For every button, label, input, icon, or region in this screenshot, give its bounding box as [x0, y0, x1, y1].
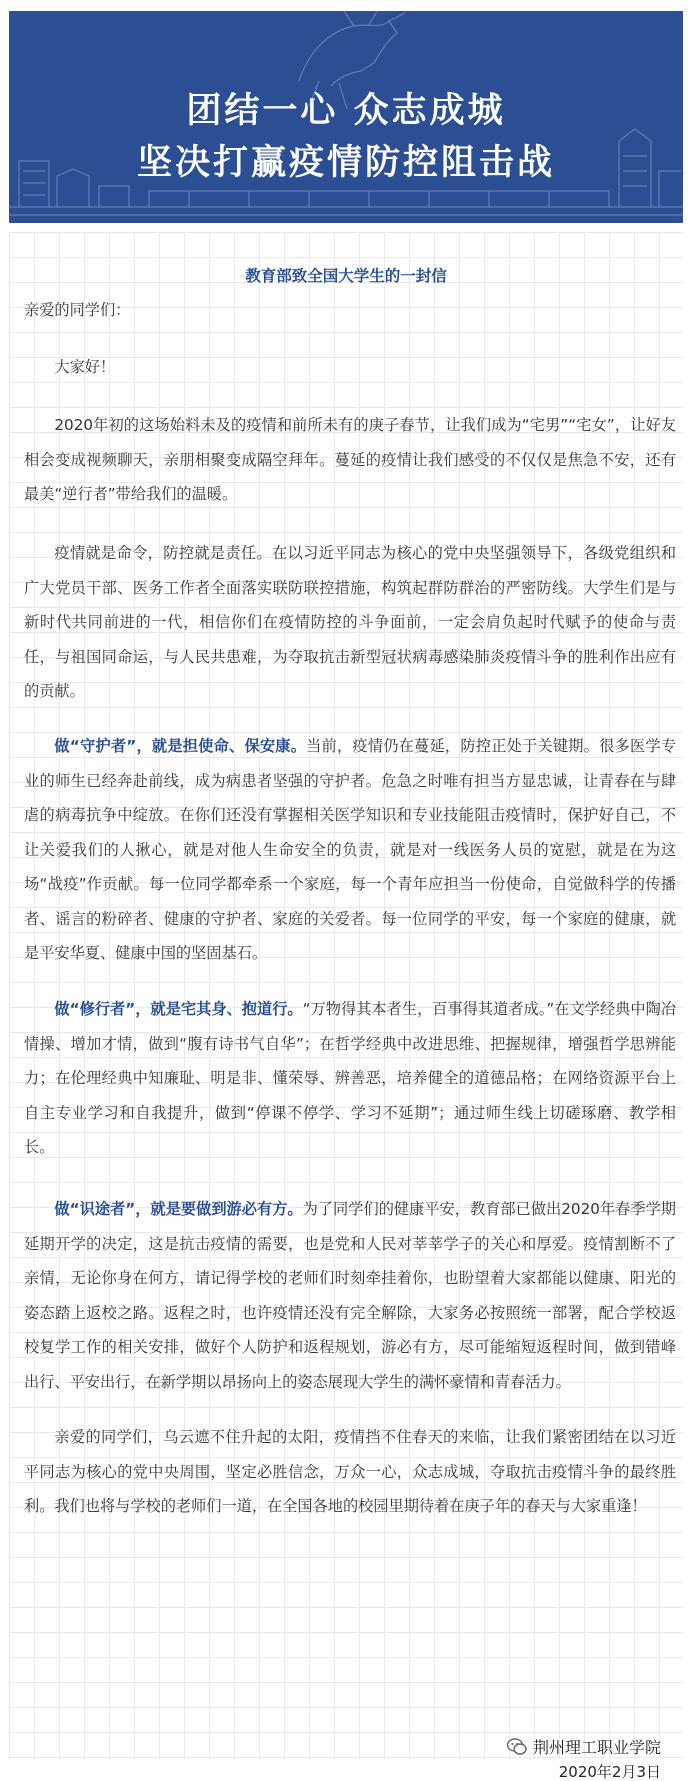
letter-date: 2020年2月3日	[558, 1763, 661, 1781]
greeting: 大家好！	[54, 358, 116, 376]
paragraph-4-body: “万物得其本者生，百事得其道者成。”在文学经典中陶冶情操、增加才情，做到“腹有诗书气自华”；在哲学经典中改进思维、把握规律，增强哲学思辨能力；在伦理经典中知廉耻、明是非、懂荣辱、辨善恶，培养健全的道德品格；在网络资源平台上自主专业学习和自我提升，做到“停课不停学、学习不延期”；通过师生线上切磋琢磨、教学相长。	[24, 1000, 676, 1156]
paragraph-4	[24, 992, 676, 1165]
salutation: 亲爱的同学们：	[24, 301, 131, 319]
paragraph-5-body: 为了同学们的健康平安，教育部已做出2020年春季学期延期开学的决定，这是抗击疫情的需要，也是党和人民对莘莘学子的关心和厚爱。疫情割断不了亲情，无论你身在何方，请记得学校的老师们时刻牵挂着你，也盼望着大家都能以健康、阳光的姿态踏上返校之路。返程之时，也许疫情还没有完全解除，大家务必按照统一部署，配合学校返校复学工作的相关安排，做好个人防护和返程规划，游必有方，尽可能缩短返程时间，做到错峰出行、平安出行，在新学期以昂扬向上的姿态展现大学生的满怀豪情和青春活力。	[24, 1200, 676, 1391]
letter-title: 教育部致全国大学生的一封信	[245, 267, 447, 285]
footer-signature	[507, 1738, 661, 1781]
paragraph-3-lead: 做“守护者”，就是担使命、保安康。	[54, 737, 307, 755]
school-name: 荆州理工职业学院	[532, 1738, 661, 1757]
paragraph-3-body: 当前，疫情仍在蔓延，防控正处于关键期。很多医学专业的师生已经奔赴前线，成为病患者坚强的守护者。危急之时唯有担当方显忠诚，让青春在与肆虐的病毒抗争中绽放。在你们还没有掌握相关医学知识和专业技能阻击疫情时，保护好自己，不让关爱我们的人揪心，就是对他人生命安全的负责，就是对一线医务人员的宽慰，就是在为这场“战疫”作贡献。每一位同学都牵系一个家庭，每一个青年应担当一份使命，自觉做科学的传播者、谣言的粉碎者、健康的守护者、家庭的关爱者。每一位同学的平安，每一个家庭的健康，就是平安华夏、健康中国的坚固基石。	[24, 737, 677, 962]
school-name-row	[507, 1738, 661, 1761]
banner-slogan-line-2: 坚决打赢疫情防控阻击战	[136, 143, 555, 183]
paragraph-4-lead: 做“修行者”，就是宅其身、抱道行。	[54, 1000, 303, 1018]
header-banner	[9, 11, 683, 223]
paragraph-3	[24, 729, 676, 971]
paragraph-5	[24, 1192, 676, 1399]
paragraph-1: 2020年初的这场始料未及的疫情和前所未有的庚子春节，让我们成为“宅男”“宅女”，让好友相会变成视频聊天，亲朋相聚变成隔空拜年。蔓延的疫情让我们感受的不仅仅是焦急不安，还有最美“逆行者”带给我们的温暖。	[24, 416, 676, 503]
paragraph-5-lead: 做“识途者”，就是要做到游必有方。	[54, 1200, 303, 1218]
wechat-icon	[507, 1738, 527, 1761]
paragraph-6: 亲爱的同学们，乌云遮不住升起的太阳，疫情挡不住春天的来临，让我们紧密团结在以习近平同志为核心的党中央周围，坚定必胜信念，万众一心，众志成城，夺取抗击疫情斗争的最终胜利。我们也将与学校的老师们一道，在全国各地的校园里期待着在庚子年的春天与大家重逢！	[24, 1428, 676, 1515]
paragraph-2: 疫情就是命令，防控就是责任。在以习近平同志为核心的党中央坚强领导下，各级党组织和广大党员干部、医务工作者全面落实联防联控措施，构筑起群防群治的严密防线。大学生们是与新时代共同前进的一代，相信你们在疫情防控的斗争面前，一定会肩负起时代赋予的使命与责任，与祖国同命运，与人民共患难，为夺取抗击新型冠状病毒感染肺炎疫情斗争的胜利作出应有的贡献。	[24, 544, 676, 700]
banner-slogan-line-1: 团结一心 众志成城	[186, 91, 506, 131]
letter-paper	[9, 232, 683, 1781]
